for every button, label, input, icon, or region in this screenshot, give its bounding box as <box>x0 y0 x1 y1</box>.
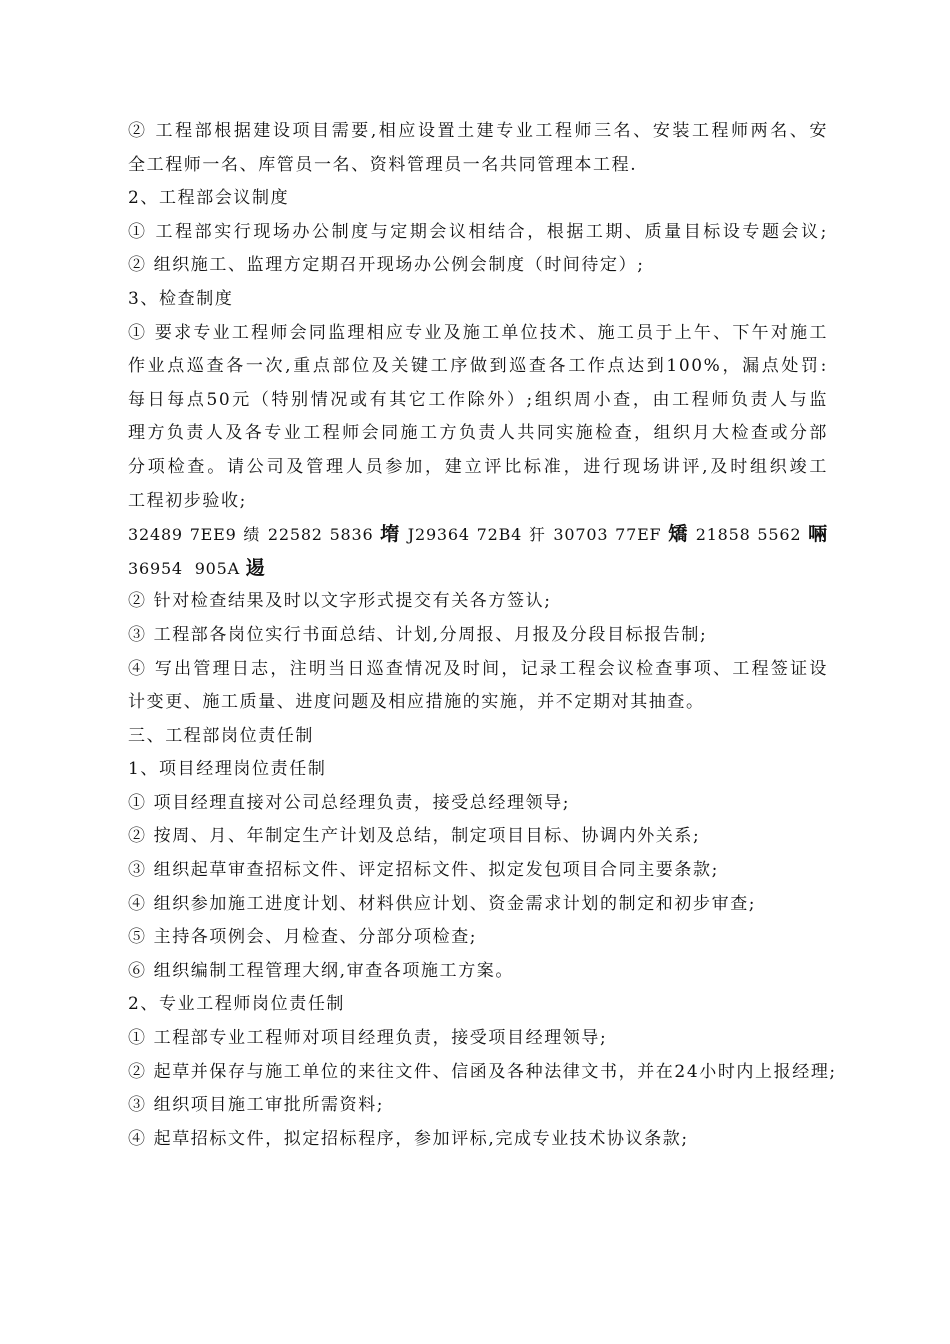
text-line: 三、工程部岗位责任制 <box>128 725 314 746</box>
text-line: 每日每点50元（特别情况或有其它工作除外）;组织周小查，由工程师负责人与监 <box>128 389 828 410</box>
code-token: J29364 <box>407 525 470 545</box>
code-token: 905A <box>194 558 240 578</box>
text-line: ① 项目经理直接对公司总经理负责，接受总经理领导; <box>128 792 571 813</box>
text-line: ③ 组织项目施工审批所需资料; <box>128 1095 385 1116</box>
code-line-1 <box>128 518 828 552</box>
code-token: 21858 <box>695 525 751 545</box>
text-line: ② 按周、月、年制定生产计划及总结，制定项目目标、协调内外关系; <box>128 826 701 847</box>
text-line: 2、工程部会议制度 <box>128 188 290 209</box>
text-line: 3、检查制度 <box>128 288 234 309</box>
document-page <box>128 115 837 1156</box>
code-token: 77EF <box>615 525 662 545</box>
code-token: 30703 <box>553 525 609 545</box>
text-line: 2、专业工程师岗位责任制 <box>128 994 346 1015</box>
text-line: 1、项目经理岗位责任制 <box>128 759 327 780</box>
code-glyph: 逷 <box>245 556 266 579</box>
text-line: ① 要求专业工程师会同监理相应专业及施工单位技术、施工员于上午、下午对施工 <box>128 322 828 343</box>
code-glyph: 啢 <box>808 523 828 546</box>
text-line: ④ 组织参加施工进度计划、材料供应计划、资金需求计划的制定和初步审查; <box>128 893 757 914</box>
text-block-before <box>128 115 828 518</box>
text-line: 全工程师一名、库管员一名、资料管理员一名共同管理本工程. <box>128 154 638 175</box>
text-line: ④ 写出管理日志，注明当日巡查情况及时间，记录工程会议检查事项、工程签证设 <box>128 658 828 679</box>
code-token: 绩 <box>243 525 262 545</box>
text-line: ③ 工程部各岗位实行书面总结、计划,分周报、月报及分段目标报告制; <box>128 624 708 645</box>
text-line: ⑤ 主持各项例会、月检查、分部分项检查; <box>128 927 478 948</box>
code-token: 犴 <box>528 525 547 545</box>
text-line: 理方负责人及各专业工程师会同施工方负责人共同实施检查，组织月大检查或分部 <box>128 423 828 444</box>
code-glyph: 矯 <box>668 523 689 546</box>
code-token: 5836 <box>329 525 374 545</box>
text-line: 计变更、施工质量、进度问题及相应措施的实施，并不定期对其抽查。 <box>128 692 705 713</box>
text-line: 工程初步验收; <box>128 490 247 511</box>
text-line: 作业点巡查各一次,重点部位及关键工序做到巡查各工作点达到100%，漏点处罚: <box>128 356 828 377</box>
text-line: ② 组织施工、监理方定期召开现场办公例会制度（时间待定）; <box>128 255 645 276</box>
code-token: 32489 <box>128 525 183 545</box>
code-token: 22582 <box>267 525 323 545</box>
text-line: ② 起草并保存与施工单位的来往文件、信函及各种法律文书，并在24小时内上报经理; <box>128 1061 837 1082</box>
text-line: ① 工程部实行现场办公制度与定期会议相结合，根据工期、质量目标设专题会议; <box>128 221 828 242</box>
text-line: ② 工程部根据建设项目需要,相应设置土建专业工程师三名、安装工程师两名、安 <box>128 121 828 141</box>
code-token: 7EE9 <box>189 525 237 545</box>
code-glyph: 堶 <box>380 523 401 546</box>
text-line: ③ 组织起草审查招标文件、评定招标文件、拟定发包项目合同主要条款; <box>128 860 719 881</box>
code-line-2 <box>128 552 828 586</box>
code-token: 36954 <box>128 558 183 578</box>
text-line: ① 工程部专业工程师对项目经理负责，接受项目经理领导; <box>128 1028 608 1049</box>
text-line: ⑥ 组织编制工程管理大纲,审查各项施工方案。 <box>128 960 515 981</box>
code-token: 5562 <box>757 525 802 545</box>
code-token: 72B4 <box>476 525 523 545</box>
text-block-after <box>128 585 837 1156</box>
text-line: ④ 起草招标文件，拟定招标程序，参加评标,完成专业技术协议条款; <box>128 1128 689 1149</box>
text-line: 分项检查。请公司及管理人员参加，建立评比标准，进行现场讲评,及时组织竣工 <box>128 456 828 477</box>
text-line: ② 针对检查结果及时以文字形式提交有关各方签认; <box>128 591 552 612</box>
